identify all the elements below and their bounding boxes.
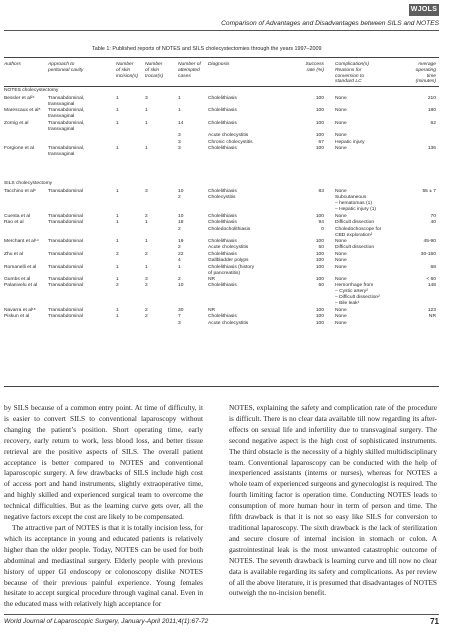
table-cell: None (335, 120, 347, 126)
table-cell: 1 (116, 239, 119, 244)
table-cell: 1 (116, 146, 119, 151)
footer-rule (4, 614, 439, 615)
table-cell: Cholelithiasis (208, 120, 237, 126)
table-cell: 1 (178, 96, 181, 101)
table-cell: 100 (315, 239, 324, 244)
table-cell: 2 (145, 251, 148, 257)
table-cell: 2 (116, 283, 119, 289)
table-cell: 136 (427, 146, 436, 151)
col-header: Diagnosis (208, 62, 230, 67)
table-cell: 100 (315, 264, 324, 270)
table-cell: None (335, 307, 347, 313)
table-cell: 148 (427, 283, 436, 289)
table-cell: 100 (315, 251, 324, 257)
table-cell: 2 (145, 314, 148, 320)
footer-citation: World Journal of Laparoscopic Surgery, January-April 2011;4(1):67-72 (4, 618, 209, 625)
table-top-rule (4, 57, 439, 58)
table-cell: None (335, 239, 347, 244)
table-cell: 0 (321, 226, 324, 232)
table-cell: Cholelithiasis (208, 213, 237, 219)
table-cell: NR (428, 314, 436, 320)
table-cell: Rao et al (4, 220, 24, 226)
table-cell: 70 (430, 213, 436, 219)
table-cell: Cuesta et al (4, 213, 31, 219)
table-cell: Transabdominal (48, 277, 83, 282)
table-cell: Transabdominal, transvaginal (48, 108, 85, 120)
table-cell: 1 (178, 108, 181, 114)
table-cell: 4 (178, 258, 181, 264)
table-cell: None (335, 96, 347, 101)
table-cell: Cholelithiasis (208, 96, 237, 101)
journal-badge: WJOLS (409, 4, 439, 16)
table-cell: Zornig et al (4, 120, 29, 126)
table-cell: Transabdominal (48, 264, 83, 270)
table-cell: 3 (145, 189, 148, 194)
table-cell: 1 (178, 264, 181, 270)
table-cell: Difficult dissection (335, 220, 375, 226)
table-cell: 180 (427, 108, 436, 114)
table-cell: 1 (116, 189, 119, 194)
table-cell: Transabdominal, transvaginal (48, 96, 85, 107)
page-number: 71 (430, 617, 439, 626)
table-cell: 83 (318, 189, 324, 194)
table-cell: Transabdominal (48, 220, 83, 226)
table-cell: 1 (116, 314, 119, 320)
table-cell: 100 (315, 314, 324, 320)
table-cell: 1 (116, 264, 119, 270)
table-cell: Gumbs et al (4, 277, 31, 282)
table-cell: Difficult dissection (335, 245, 375, 251)
table-cell: None (335, 213, 347, 219)
table-cell: < 60 (426, 277, 436, 282)
table-cell: None (335, 189, 347, 194)
table-cell: Transabdominal (48, 189, 83, 194)
table-cell: Gallbladder polyps (208, 258, 249, 264)
table-cell: 22 (178, 251, 184, 257)
col-header: Average operating time (minutes) (415, 62, 436, 85)
body-right-column (229, 403, 437, 599)
table-cell: 2 (178, 195, 181, 201)
table-cell: Transabdominal (48, 251, 83, 257)
table-cell: None (335, 264, 347, 270)
table-cell: Acute cholecystitis (208, 133, 249, 139)
table-cell: Marescaux et al⁵ (4, 108, 41, 114)
table-cell: 1 (116, 120, 119, 126)
header-rule (4, 30, 439, 31)
table-cell: 1 (116, 307, 119, 313)
table-cell: 3 (178, 146, 181, 151)
table-cell: Palanivelu et al (4, 283, 38, 289)
table-cell: NR (208, 307, 216, 313)
table-cell: 2 (178, 245, 181, 251)
table-cell: None (335, 251, 347, 257)
table-cell: 68 (430, 264, 436, 270)
col-header: Number of skin trocar(s) (145, 62, 164, 79)
table-cell: Cholelithiasis (history of pancreatitis) (208, 264, 255, 276)
table-cell: Transabdominal, transvaginal (48, 146, 85, 157)
table-cell: 40 (430, 220, 436, 226)
table-cell: Cholecystitis (208, 195, 236, 201)
table-cell: Cholelithiasis (208, 239, 237, 244)
table-cell: Forgione et al (4, 146, 34, 151)
table-cell: 3 (145, 277, 148, 282)
table-cell: Cholelithiasis (208, 108, 237, 114)
table-cell: 14 (178, 120, 184, 126)
body-paragraph: The attractive part of NOTES is that it is totally incision less, for which its acceptance in young and educated patients is relatively higher than the older people. Today, NOTES can be used for both abdominal and mediastinal surgery. Elderly people with previous history of upper GI endoscopy or colonoscopy dislike NOTES because of their previous painful experience. Young females hesitate to accept surgical procedure through vaginal canal. Even in the educated mass with relatively high acceptance for (4, 522, 203, 609)
table-cell: 55 ± 7 (422, 189, 436, 194)
table-cell: 100 (315, 120, 324, 126)
table-cell: 2 (145, 283, 148, 289)
table-cell: 7 (178, 314, 181, 320)
table-cell: 3 (178, 133, 181, 139)
table-cell: 19 (178, 239, 184, 244)
table-cell: Navarra et al¹⁸ (4, 307, 36, 313)
body-left-column (4, 403, 203, 610)
table-cell: 2 (178, 226, 181, 232)
body-paragraph: NOTES, explaining the safety and complication rate of the procedure is difficult. There is no clear data available till now regarding its after-effects on sexual life and infertility due to transvaginal surgery. The second negative aspect is the high cost of sophisticated instruments. The third obstacle is the necessity of a highly skilled multidisciplinary team. Conventional laparoscopy can be conducted with the help of inexperienced assistants (interns or nurses), whereas for NOTES a whole team of experienced surgeons and gynecologist is required. The fourth limiting factor is operation time. Conducting NOTES leads to consumption of more human hour in term of person and time. The fifth drawback is that it is not so easy like SILS for conversion to traditional laparoscopy. The sixth drawback is the lack of sterilization and secure closure of internal incision in stomach or colon. A gastrointestinal leak is the most unwanted catastrophic outcome of NOTES. The seventh drawback is learning curve and till now no clear data is available regarding its safety and complications. As per review of all the above literature, it is presumed that disadvantages of NOTES outweigh the no-incision benefit. (229, 403, 438, 598)
table-cell: Piskun et al (4, 314, 30, 320)
body-paragraph: by SILS because of a common entry point. At time of difficulty, it is easier to convert SILS to conventional laparoscopy without changing the patient’s position. Short operating time, early recovery, early return to work, less blood loss, and better tissue retrieval are the positive aspects of SILS. The overall patient acceptance is better compared to NOTES and conventional laparoscopic surgery. A few drawbacks of SILS include high cost of access port and hand instruments, slightly extraoperative time, and highly skilled and experienced surgical team to overcome the technical difficulties. But as the learning curve gets over, all the negative factors except the cost are likely to be compensated. (4, 403, 203, 522)
table-cell: None (335, 146, 347, 151)
col-header: Complication(s) Reasons for conversion to standard LC (335, 62, 369, 85)
table-cell: None (335, 133, 347, 139)
table-cell: 100 (315, 146, 324, 151)
table-cell: 100 (315, 258, 324, 264)
col-header: Authors (4, 62, 21, 67)
table-cell: 94 (318, 220, 324, 226)
table-cell: 1 (145, 239, 148, 244)
table-cell: 60 (318, 283, 324, 289)
table-cell: 62 (430, 120, 436, 126)
running-title: Comparison of Advantages and Disadvantages between SILS and NOTES (221, 20, 439, 27)
table-cell: Choledochoscope for CBD exploration² (335, 226, 382, 238)
table-cell: 100 (315, 96, 324, 101)
table-cell: Cholelithiasis (208, 251, 237, 257)
table-cell: 1 (116, 220, 119, 226)
table-cell: 10 (178, 213, 184, 219)
table-cell: 100 (315, 133, 324, 139)
table-cell: 1 (145, 108, 148, 114)
table-cell: 3 (145, 96, 148, 101)
table-cell: Transabdominal (48, 283, 83, 289)
col-header: Number of attempted cases (178, 62, 201, 79)
table-cell: Choledocholithiasis (208, 226, 251, 232)
table-cell: 1 (145, 146, 148, 151)
table-cell: 100 (315, 277, 324, 282)
notes-section-label: NOTES cholecystectomy (4, 88, 59, 93)
table-cell: 100 (315, 320, 324, 326)
table-cell: Cholelithiasis (208, 220, 237, 226)
table-cell: 1 (145, 220, 148, 226)
table-cell: Transabdominal (48, 314, 83, 320)
col-header: Number of skin incision(s) (116, 62, 139, 79)
table-cell: 123 (427, 307, 436, 313)
table-cell: Romanelli et al (4, 264, 37, 270)
table-cell: Tacchino et al⁶ (4, 189, 36, 194)
table-cell: Cholelithiasis (208, 189, 237, 194)
table-cell: 2 (145, 307, 148, 313)
table-caption: Table 1: Published reports of NOTES and SILS cholecystectomies through the years 1997–2009 (92, 46, 322, 52)
table-cell: Cholelithiasis (208, 314, 237, 320)
table-cell: 10 (178, 189, 184, 194)
table-cell: NR (208, 277, 216, 282)
table-bottom-rule (4, 386, 439, 387)
table-cell: 1 (116, 213, 119, 219)
table-cell: 2 (116, 251, 119, 257)
table-cell: 100 (315, 108, 324, 114)
table-cell: Hemorrhage from – Cystic artery² – Difficult dissection² – Bile leak¹ (335, 283, 380, 307)
table-cell: 1 (116, 108, 119, 114)
table-cell: Subcutaneous – hematomas (1) – Hepatic injury (1) (335, 195, 377, 213)
table-cell: Transabdominal (48, 307, 83, 313)
table-cell: 100 (315, 213, 324, 219)
table-cell: Acute cholecystitis (208, 320, 249, 326)
table-cell: 50 (318, 245, 324, 251)
table-cell: Cholelithiasis (208, 283, 237, 289)
sils-section-label: SILS cholecystectomy (4, 181, 53, 186)
table-cell: 30-150 (420, 251, 436, 257)
table-cell: 67 (318, 139, 324, 145)
table-cell: None (335, 277, 347, 282)
table-cell: 1 (116, 96, 119, 101)
table-cell: 2 (145, 213, 148, 219)
table-cell: 45-90 (423, 239, 436, 244)
table-cell: 3 (178, 139, 181, 145)
table-cell: 18 (178, 220, 184, 226)
table-cell: 100 (315, 307, 324, 313)
col-header: Success rate (%) (305, 62, 324, 73)
table-cell: 1 (145, 120, 148, 126)
table-cell: Cholelithiasis (208, 146, 237, 151)
table-cell: 3 (178, 320, 181, 326)
table-cell: None (335, 314, 347, 320)
table-cell: None (335, 108, 347, 114)
col-header: Approach to peritoneal cavity (48, 62, 84, 73)
table-cell: Zhu et al (4, 251, 24, 257)
table-cell: 2 (178, 277, 181, 282)
table-cell: None (335, 320, 347, 326)
table-cell: Transabdominal (48, 213, 83, 219)
table-cell: 210 (427, 96, 436, 101)
table-cell: Merchant et al¹⁴ (4, 239, 39, 244)
table-cell: Acute cholecystitis (208, 245, 249, 251)
table-cell: 1 (116, 277, 119, 282)
table-cell: Chronic cholecystitis (208, 139, 253, 145)
table-cell: 10 (178, 283, 184, 289)
table-cell: 30 (178, 307, 184, 313)
table-cell: None (335, 258, 347, 264)
table-cell: 1 (145, 264, 148, 270)
table-cell: Transabdominal, transvaginal (48, 120, 85, 132)
table-cell: Transabdominal (48, 239, 83, 244)
table-cell: Hepatic injury (335, 139, 365, 145)
table-cell: Bessler et al²⁴ (4, 96, 35, 101)
table-header-rule (4, 86, 439, 87)
